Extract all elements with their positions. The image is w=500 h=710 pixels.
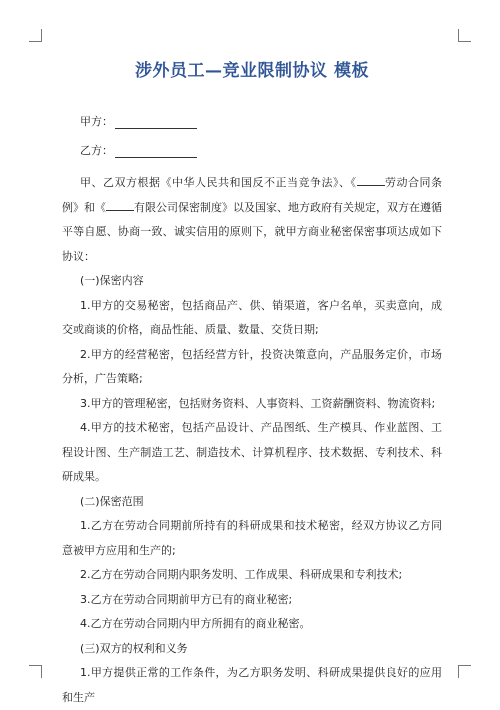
- company-name-blank[interactable]: [106, 199, 134, 211]
- section-heading: (一)保密内容: [80, 274, 144, 287]
- intro-text-3: 有限公司保密制度》以及国家、地方政府有关规定，双方在遵循平等自愿、协商一致、诚实信用的原则下，就甲方商业秘密保密事项达成如下协议：: [62, 200, 442, 263]
- law-name-blank[interactable]: [357, 174, 385, 186]
- clause: 1.乙方在劳动合同期前所持有的科研成果和技术秘密，经双方协议乙方同意被甲方应用和生产的;: [62, 519, 442, 557]
- party-a-label: 甲方：: [80, 115, 113, 128]
- intro-text-2: 劳动合同条例》和《: [62, 176, 442, 214]
- corner-mark-top-right: [458, 29, 471, 42]
- clause: 1.甲方的交易秘密，包括商品产、供、销渠道，客户名单，买卖意向，成交或商谈的价格，商品性能、质量、数量、交货日期;: [62, 298, 442, 336]
- party-a-blank[interactable]: [115, 116, 197, 129]
- corner-mark-bottom-left: [29, 665, 42, 678]
- clause: 1.甲方提供正常的工作条件，为乙方职务发明、科研成果提供良好的应用和生产: [62, 666, 442, 704]
- clause: 3.甲方的管理秘密，包括财务资料、人事资料、工资薪酬资料、物流资料;: [80, 396, 436, 410]
- section-heading: (三)双方的权利和义务: [80, 641, 188, 655]
- document-page: [62, 56, 442, 710]
- party-b-label: 乙方：: [80, 144, 113, 157]
- document-title: 涉外员工—竞业限制协议 模板: [135, 61, 369, 81]
- intro-paragraph: [62, 171, 442, 269]
- clause: 3.乙方在劳动合同期前甲方已有的商业秘密;: [80, 592, 293, 606]
- party-b-row: [80, 142, 442, 156]
- section-heading: (二)保密范围: [80, 494, 144, 508]
- corner-mark-bottom-right: [458, 665, 471, 678]
- corner-mark-top-left: [29, 29, 42, 42]
- clause: 4.甲方的技术秘密，包括产品设计、产品图纸、生产模具、作业蓝图、工程设计图、生产制造工艺、制造技术、计算机程序、技术数据、专利技术、科研成果。: [62, 421, 442, 483]
- party-b-blank[interactable]: [115, 145, 197, 158]
- party-a-row: [80, 113, 442, 127]
- clause: 2.乙方在劳动合同期内职务发明、工作成果、科研成果和专利技术;: [80, 568, 403, 581]
- clause: 4.乙方在劳动合同期内甲方所拥有的商业秘密。: [80, 617, 311, 630]
- intro-text-1: 甲、乙双方根据《中华人民共和国反不正当竞争法》、《: [80, 176, 357, 189]
- clause: 2.甲方的经营秘密，包括经营方针，投资决策意向，产品服务定价，市场分析，广告策略;: [62, 347, 442, 385]
